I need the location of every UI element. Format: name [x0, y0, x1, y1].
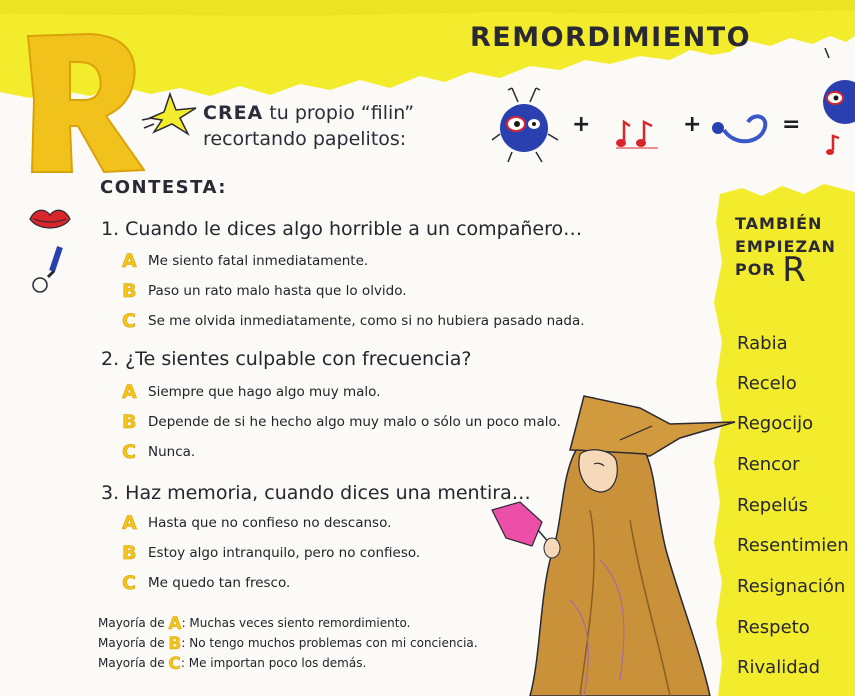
equals-sign: = — [782, 112, 801, 137]
q3-option-c[interactable] — [122, 572, 290, 594]
monster-icon-partial — [815, 40, 855, 170]
sidebar-big-r: R — [782, 250, 806, 290]
contesta-heading: CONTESTA: — [100, 177, 227, 198]
option-text: Me siento fatal inmediatamente. — [148, 253, 369, 269]
q2-option-a[interactable] — [122, 381, 381, 403]
sidebar-word: Repelús — [737, 495, 809, 516]
q1-option-c[interactable] — [122, 310, 585, 332]
question-1: 1. Cuando le dices algo horrible a un compañero… — [101, 218, 583, 240]
option-letter: A — [122, 512, 137, 534]
option-text: Siempre que hago algo muy malo. — [148, 384, 381, 400]
option-text: Depende de si he hecho algo muy malo o sólo un poco malo. — [148, 414, 561, 430]
result-letter: B — [168, 634, 182, 654]
option-text: Me quedo tan fresco. — [148, 575, 291, 591]
sidebar-heading-line2: EMPIEZAN — [735, 237, 836, 256]
sidebar-word: Resentimien — [737, 535, 849, 556]
option-letter: C — [122, 572, 136, 594]
crea-line1: tu propio “filin” — [263, 102, 415, 124]
lasso-icon — [708, 108, 778, 148]
option-letter: B — [122, 280, 137, 302]
plus-sign-1: + — [572, 112, 591, 137]
option-text: Hasta que no confieso no descanso. — [148, 515, 392, 531]
big-letter-r — [20, 30, 145, 175]
q3-option-a[interactable] — [122, 512, 391, 534]
sidebar-heading-line1: TAMBIÉN — [735, 214, 823, 233]
q1-option-a[interactable] — [122, 250, 368, 272]
option-letter: B — [122, 411, 137, 433]
option-text: Nunca. — [148, 444, 196, 460]
option-text: Se me olvida inmediatamente, como si no hubiera pasado nada. — [148, 313, 585, 329]
sidebar-word: Rivalidad — [737, 657, 821, 678]
page-title: REMORDIMIENTO — [470, 22, 752, 53]
result-text: : Muchas veces siento remordimiento. — [181, 616, 411, 630]
sidebar-word: Rencor — [737, 454, 800, 475]
option-text: Estoy algo intranquilo, pero no confieso. — [148, 545, 421, 561]
option-text: Paso un rato malo hasta que lo olvido. — [148, 283, 407, 299]
crea-bold: CREA — [203, 102, 264, 124]
option-letter: C — [122, 441, 136, 463]
question-3: 3. Haz memoria, cuando dices una mentira… — [101, 482, 531, 504]
sidebar-heading-line3: POR — [735, 260, 776, 279]
plus-sign-2: + — [683, 112, 702, 137]
sidebar-word: Respeto — [737, 617, 810, 638]
sidebar-heading — [735, 212, 836, 290]
result-letter: C — [168, 654, 181, 674]
sidebar-word: Regocijo — [737, 413, 814, 434]
q3-option-b[interactable] — [122, 542, 420, 564]
result-b — [98, 634, 478, 654]
sidebar-word: Rabia — [737, 333, 788, 354]
monster-icon — [490, 84, 560, 164]
sidebar-word: Resignación — [737, 576, 846, 597]
question-2: 2. ¿Te sientes culpable con frecuencia? — [101, 348, 472, 370]
result-prefix: Mayoría de — [98, 656, 169, 670]
result-text: : Me importan poco los demás. — [180, 656, 367, 670]
option-letter: B — [122, 542, 137, 564]
option-letter: A — [122, 381, 137, 403]
result-c — [98, 654, 366, 674]
result-text: : No tengo muchos problemas con mi conciencia. — [181, 636, 478, 650]
paintbrush-icon — [28, 245, 68, 295]
crea-instructions — [203, 100, 414, 152]
result-prefix: Mayoría de — [98, 616, 169, 630]
option-letter: C — [122, 310, 136, 332]
witch-illustration — [480, 380, 740, 696]
music-notes-icon — [614, 112, 662, 152]
result-prefix: Mayoría de — [98, 636, 169, 650]
crea-line2: recortando papelitos: — [203, 128, 407, 150]
result-letter: A — [168, 614, 182, 634]
result-a — [98, 614, 410, 634]
star-icon — [140, 88, 200, 138]
q1-option-b[interactable] — [122, 280, 407, 302]
sidebar-word: Recelo — [737, 373, 797, 394]
lips-icon — [28, 205, 72, 233]
option-letter: A — [122, 250, 137, 272]
q2-option-c[interactable] — [122, 441, 195, 463]
